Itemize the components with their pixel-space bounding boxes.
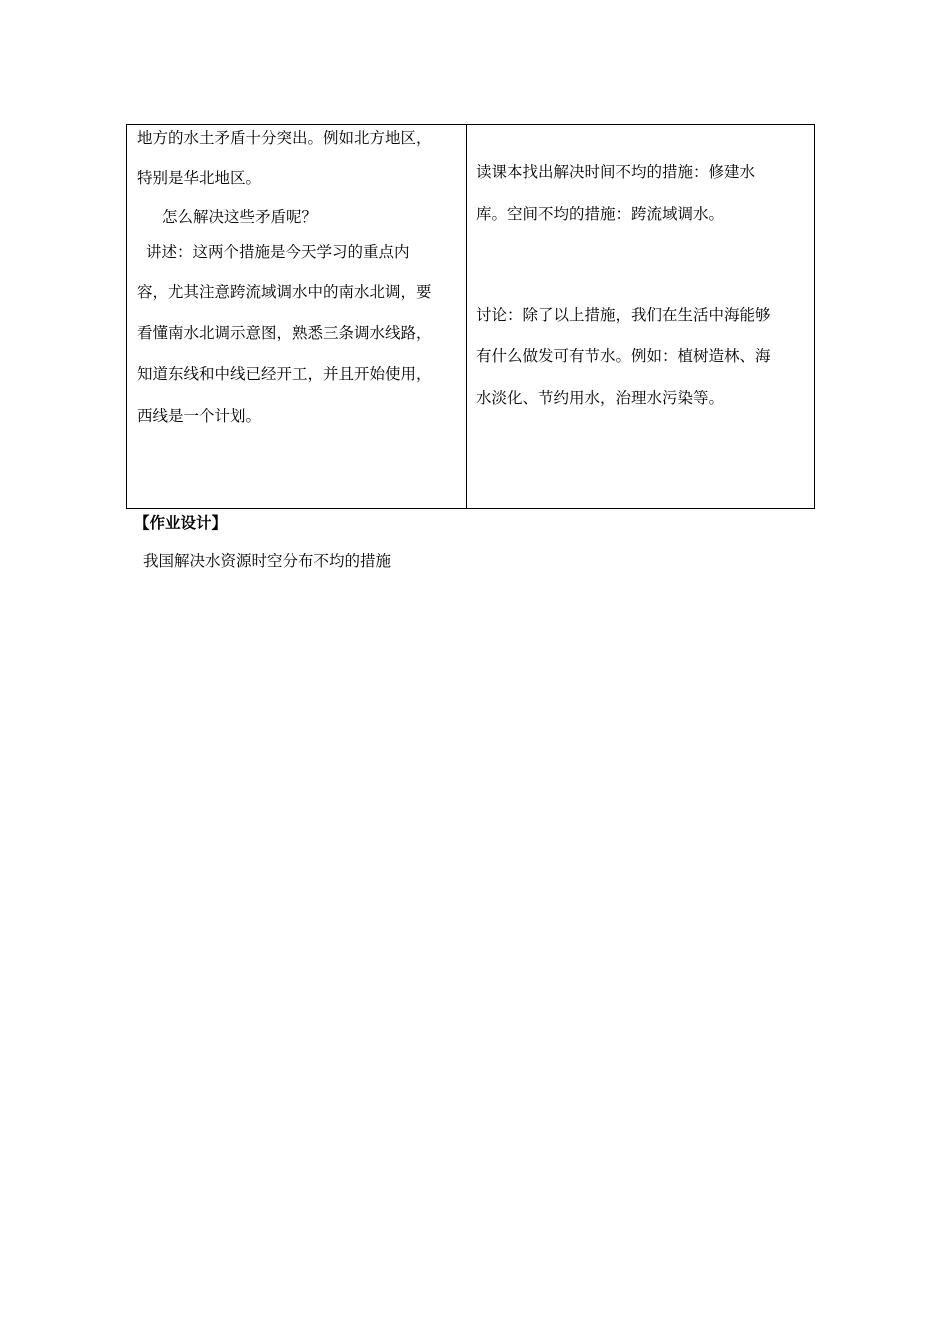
homework-heading: 【作业设计】 — [134, 514, 228, 532]
paragraph-line: 特别是华北地区。 — [137, 169, 262, 187]
paragraph-line: 知道东线和中线已经开工，并且开始使用， — [137, 365, 432, 383]
paragraph-line: 讲述：这两个措施是今天学习的重点内 — [146, 243, 410, 261]
paragraph-line: 看懂南水北调示意图，熟悉三条调水线路， — [137, 324, 432, 342]
lesson-table — [126, 124, 815, 509]
paragraph-line: 地方的水土矛盾十分突出。例如北方地区， — [137, 129, 432, 147]
paragraph-line: 水淡化、节约用水，治理水污染等。 — [476, 389, 725, 407]
paragraph-line: 有什么做发可有节水。例如：植树造林、海 — [476, 347, 771, 365]
paragraph-line: 怎么解决这些矛盾呢？ — [162, 208, 318, 226]
paragraph-line: 西线是一个计划。 — [137, 407, 262, 425]
teacher-activity-cell — [127, 125, 467, 508]
paragraph-line: 讨论：除了以上措施，我们在生活中海能够 — [476, 306, 771, 324]
homework-text: 我国解决水资源时空分布不均的措施 — [143, 552, 392, 570]
student-activity-cell — [467, 125, 814, 508]
paragraph-line: 库。空间不均的措施：跨流域调水。 — [476, 205, 725, 223]
paragraph-line: 容，尤其注意跨流域调水中的南水北调，要 — [137, 283, 432, 301]
paragraph-line: 读课本找出解决时间不均的措施：修建水 — [476, 163, 756, 181]
